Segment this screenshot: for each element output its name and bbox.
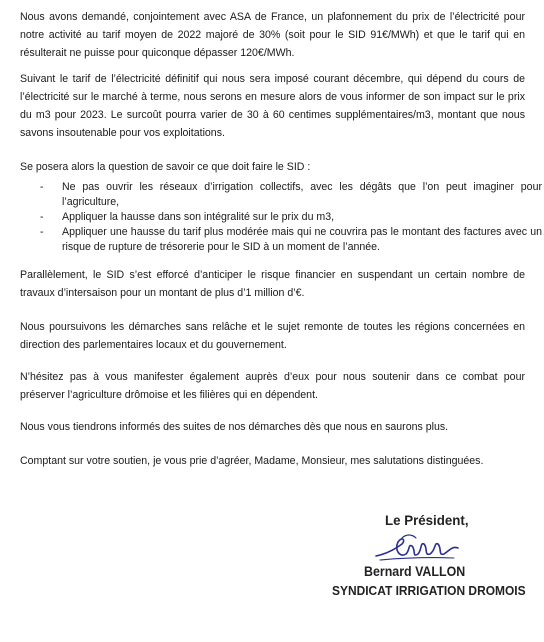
paragraph-tariff-impact: Suivant le tarif de l’électricité définitif qui nous sera imposé courant décembre, qui dépend du cours de l’électricité sur le marché à terme, nous serons en mesure alors de vous informer de son impact sur le prix du m3 pour 2023. Le surcoût pourra varier de 30 à 60 centimes supplémentaires/m3, montant que nous savons insoutenable pour vos exploitations. — [20, 73, 525, 139]
paragraph-call-to-action: N’hésitez pas à vous manifester également auprès d’eux pour nous soutenir dans ce combat pour préserver l’agriculture drômoise et les filières qui en dépendent. — [20, 371, 525, 401]
signature-title: Le Président, — [385, 512, 469, 528]
bullet-text: Appliquer une hausse du tarif plus modérée mais qui ne couvrira pas le montant des factures avec un risque de rupture de trésorerie pour le SID à un moment de l’année. — [62, 226, 542, 253]
bullet-dash: - — [40, 226, 44, 238]
bullet-dash: - — [40, 211, 44, 223]
paragraph-ongoing-efforts: Nous poursuivons les démarches sans relâche et le sujet remonte de toutes les régions concernées en direction des parlementaires locaux et du gouvernement. — [20, 321, 525, 351]
organization-name: SYNDICAT IRRIGATION DROMOIS — [332, 583, 526, 598]
list-item — [40, 180, 542, 210]
bullet-dash: - — [40, 181, 44, 193]
handwritten-signature — [372, 532, 462, 566]
paragraph-financial-measures: Parallèlement, le SID s’est efforcé d’anticiper le risque financier en suspendant un certain nombre de travaux d’intersaison pour un montant de plus d’1 million d’€. — [20, 269, 525, 299]
list-item — [40, 210, 542, 225]
list-item — [40, 225, 542, 255]
paragraph-follow-up: Nous vous tiendrons informés des suites de nos démarches dès que nous en saurons plus. — [20, 421, 449, 433]
bullet-text: Ne pas ouvrir les réseaux d’irrigation collectifs, avec les dégâts que l’on peut imaginer pour l’agriculture, — [62, 181, 542, 208]
signatory-name: Bernard VALLON — [364, 564, 466, 579]
bullet-text: Appliquer la hausse dans son intégralité sur le prix du m3, — [62, 211, 335, 223]
paragraph-closing: Comptant sur votre soutien, je vous prie d’agréer, Madame, Monsieur, mes salutations distinguées. — [20, 455, 484, 467]
paragraph-question-intro: Se posera alors la question de savoir ce que doit faire le SID : — [20, 161, 311, 173]
paragraph-price-cap-request: Nous avons demandé, conjointement avec ASA de France, un plafonnement du prix de l’électricité pour notre activité au tarif moyen de 2022 majoré de 30% (soit pour le SID 91€/MWh) et que le tarif qui en résulterait ne puisse pour quiconque dépasser 120€/MWh. — [20, 11, 525, 59]
